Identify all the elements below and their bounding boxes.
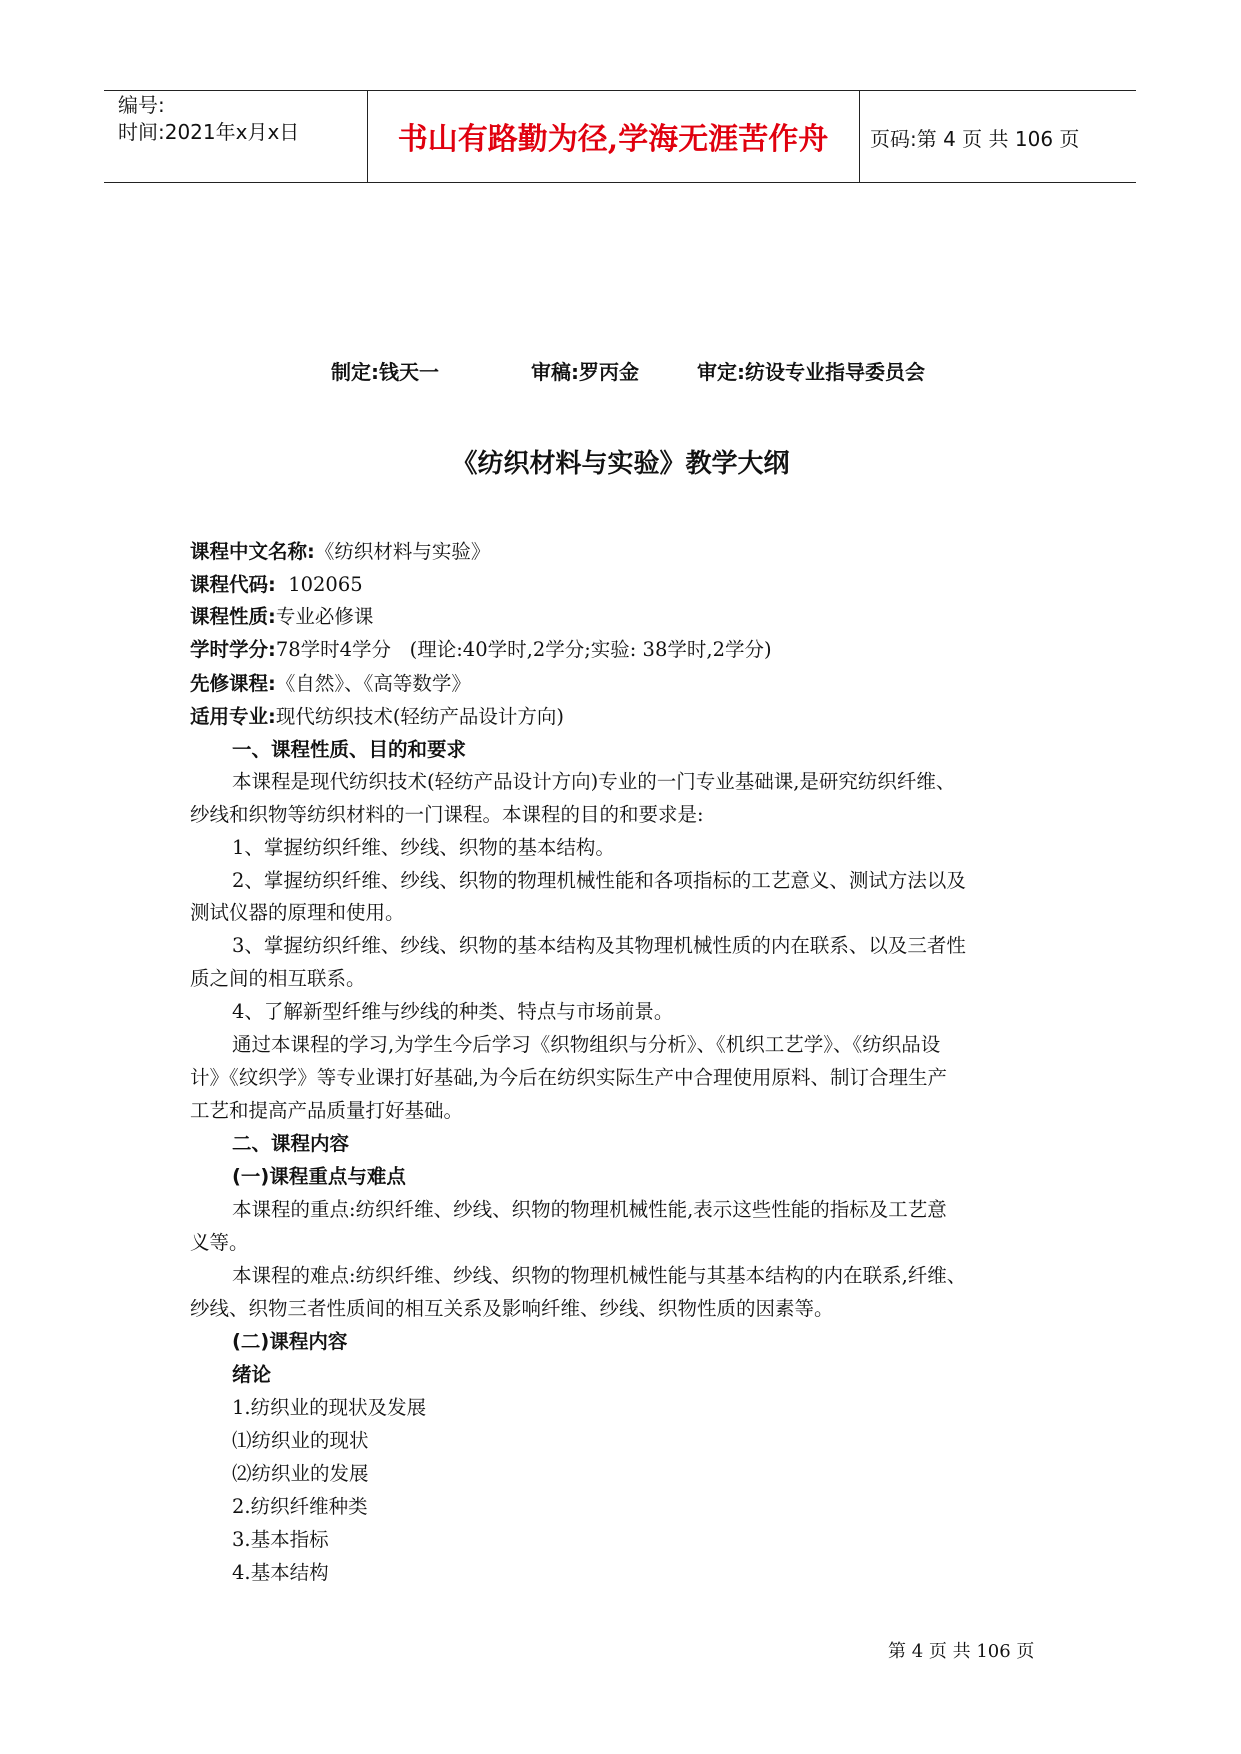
section1-paragraph: 本课程是现代纺织技术(轻纺产品设计方向)专业的一门专业基础课,是研究纺织纤维、	[232, 770, 956, 793]
requirement-item: 2、掌握纺织纤维、纱线、织物的物理机械性能和各项指标的工艺意义、测试方法以及	[232, 869, 966, 892]
header-motto: 书山有路勤为径,学海无涯苦作舟	[397, 122, 829, 157]
header-meta	[118, 92, 299, 146]
header-divider-right	[859, 90, 860, 182]
signature-approved: 审定:纺设专业指导委员会	[697, 360, 925, 384]
intro-heading: 绪论	[232, 1363, 272, 1386]
course-info-prereq	[190, 670, 471, 698]
section1-heading: 一、课程性质、目的和要求	[232, 738, 467, 761]
course-info-label: 学时学分:	[190, 638, 276, 661]
page-footer: 第 4 页 共 106 页	[888, 1641, 1035, 1662]
course-info-major	[190, 703, 564, 731]
outline-item: 1.纺织业的现状及发展	[232, 1396, 427, 1419]
section2-subheading: (一)课程重点与难点	[232, 1165, 406, 1188]
course-info-label: 课程性质:	[190, 605, 276, 628]
section2-heading: 二、课程内容	[232, 1132, 350, 1155]
difficult-points-paragraph: 本课程的难点:纺织纤维、纱线、织物的物理机械性能与其基本结构的内在联系,纤维、	[232, 1264, 967, 1287]
course-info-code	[190, 571, 363, 599]
outline-item: 3.基本指标	[232, 1528, 329, 1551]
difficult-points-paragraph: 纱线、织物三者性质间的相互关系及影响纤维、纱线、织物性质的因素等。	[190, 1297, 834, 1320]
key-points-paragraph: 义等。	[190, 1231, 249, 1254]
section1-paragraph: 工艺和提高产品质量打好基础。	[190, 1099, 464, 1122]
course-info-name	[190, 538, 490, 566]
course-info-value: 现代纺织技术(轻纺产品设计方向)	[275, 705, 565, 728]
outline-item: 4.基本结构	[232, 1561, 329, 1584]
outline-item: ⑵纺织业的发展	[232, 1462, 369, 1485]
requirement-item: 1、掌握纺织纤维、纱线、织物的基本结构。	[232, 836, 615, 859]
course-info-label: 先修课程:	[190, 672, 276, 695]
outline-item: 2.纺织纤维种类	[232, 1495, 368, 1518]
document-title: 《纺织材料与实验》教学大纲	[451, 449, 790, 479]
signature-reviewed: 审稿:罗丙金	[531, 360, 639, 384]
requirement-item: 3、掌握纺织纤维、纱线、织物的基本结构及其物理机械性质的内在联系、以及三者性	[232, 934, 966, 957]
course-info-label: 课程代码:	[190, 573, 276, 596]
course-info-value: 102065	[275, 573, 363, 596]
key-points-paragraph: 本课程的重点:纺织纤维、纱线、织物的物理机械性能,表示这些性能的指标及工艺意	[232, 1198, 947, 1221]
course-info-value: 78学时4学分 (理论:40学时,2学分;实验: 38学时,2学分)	[275, 638, 772, 661]
course-info-value: 《纺织材料与实验》	[314, 540, 491, 563]
course-info-value: 专业必修课	[275, 605, 374, 628]
course-info-nature	[190, 603, 373, 631]
section2-subheading: (二)课程内容	[232, 1330, 348, 1353]
requirement-item: 质之间的相互联系。	[190, 967, 366, 990]
signature-drafted: 制定:钱天一	[331, 360, 439, 384]
requirement-item: 4、了解新型纤维与纱线的种类、特点与市场前景。	[232, 1000, 674, 1023]
header-page-number: 页码:第 4 页 共 106 页	[870, 127, 1080, 151]
course-info-hours	[190, 636, 772, 664]
section1-paragraph: 纱线和织物等纺织材料的一门课程。本课程的目的和要求是:	[190, 803, 704, 826]
requirement-item: 测试仪器的原理和使用。	[190, 901, 405, 924]
header-number: 编号:	[118, 93, 165, 117]
header-top-rule	[104, 90, 1136, 91]
section1-paragraph: 计》《纹织学》等专业课打好基础,为今后在纺织实际生产中合理使用原料、制订合理生产	[190, 1066, 947, 1089]
course-info-label: 适用专业:	[190, 705, 276, 728]
section1-paragraph: 通过本课程的学习,为学生今后学习《织物组织与分析》、《机织工艺学》、《纺织品设	[232, 1033, 941, 1056]
header-bottom-rule	[104, 182, 1136, 183]
course-info-label: 课程中文名称:	[190, 540, 315, 563]
header-time: 时间:2021年x月x日	[118, 120, 300, 144]
course-info-value: 《自然》、《高等数学》	[275, 672, 471, 695]
outline-item: ⑴纺织业的现状	[232, 1429, 369, 1452]
